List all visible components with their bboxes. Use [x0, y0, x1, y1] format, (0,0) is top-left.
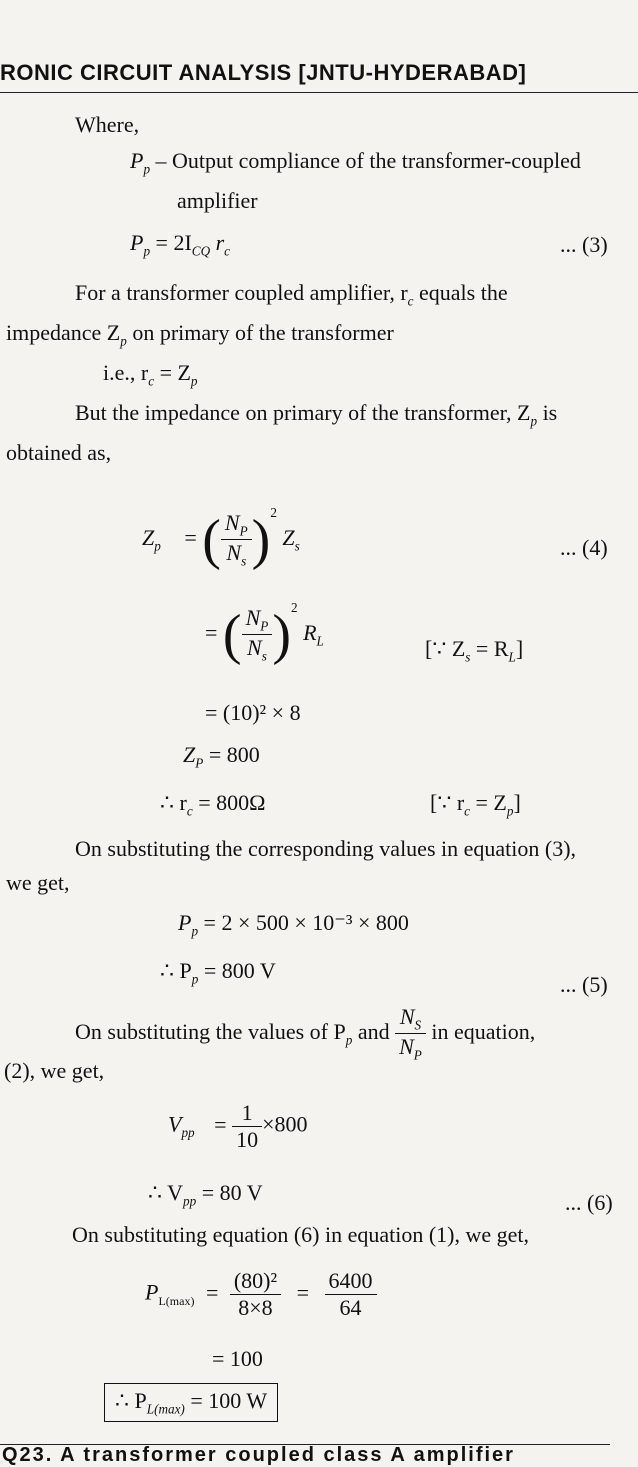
- header-rule: [0, 92, 638, 93]
- para4-line2: (2), we get,: [4, 1058, 105, 1083]
- para2-line1: But the impedance on primary of the transformer, $Z_p$ is: [75, 400, 558, 429]
- eq4-tag: ... (4): [560, 535, 608, 560]
- equation-7-value: = 100: [212, 1346, 263, 1371]
- where-label: Where,: [75, 112, 140, 137]
- page-header: RONIC CIRCUIT ANALYSIS [JNTU-HYDERABAD]: [0, 60, 527, 85]
- zp-result: $Z_P = 800$: [183, 742, 260, 771]
- para4-line1: On substituting the values of $P_p$ and $\frac{N_S}{N_P}$ in equation,: [75, 1004, 536, 1063]
- equation-3: $P_p = 2I_{CQ}$ $r_c$: [130, 230, 231, 259]
- rc-result: ∴ $r_c = 800\Omega$: [160, 790, 266, 819]
- pp-definition: $P_p$ – Output compliance of the transformer-coupled: [130, 148, 581, 177]
- next-question: Q23. A transformer coupled class A amplifier: [2, 1444, 515, 1466]
- para1-line1: For a transformer coupled amplifier, $r_c$ equals the: [75, 280, 508, 309]
- equation-7: $P_{L(max)}$ = $\frac{\text{(80)²}}{8\times 8}$ = $\frac{6400}{64}$: [145, 1268, 377, 1321]
- equation-6-step1: $V_{pp}$ = $\frac{1}{10}$ ×800: [168, 1100, 308, 1152]
- equation-4: $Z_p$ = ( $\frac{N_P}{N_s}$ )$^2$ $Z_s$: [142, 505, 300, 571]
- final-answer-box: ∴ $P_{L(max)} = 100$ W: [104, 1383, 278, 1422]
- equation-4-step3: = (10)² × 8: [205, 700, 301, 725]
- equation-4-step2: = ( $\frac{N_P}{N_s}$ )$^2$ $R_L$: [205, 600, 324, 666]
- equation-5-result: ∴ $P_p = 800$ V: [160, 958, 276, 987]
- para2-line2: obtained as,: [6, 440, 112, 465]
- condition-zs-rl: [∵ $Z_s = R_L$]: [425, 636, 524, 665]
- para5-line1: On substituting equation (6) in equation (1), we get,: [72, 1222, 530, 1247]
- para1-line2: impedance $Z_p$ on primary of the transformer: [6, 320, 394, 349]
- para3-line1: On substituting the corresponding values in equation (3),: [75, 836, 577, 861]
- equation-5-step1: $P_p = 2 \times 500 \times 10^{-3} \times 800$: [178, 910, 409, 939]
- eq5-tag: ... (5): [560, 972, 608, 997]
- eq3-tag: ... (3): [560, 232, 608, 257]
- para1-ie: i.e., $r_c = Z_p$: [103, 360, 198, 389]
- equation-6-result: ∴ $V_{pp} = 80$ V: [148, 1180, 263, 1209]
- condition-rc-zp: [∵ $r_c = Z_p$]: [430, 790, 521, 819]
- pp-definition-cont: amplifier: [177, 188, 258, 213]
- eq6-tag: ... (6): [565, 1190, 613, 1215]
- para3-line2: we get,: [6, 870, 70, 895]
